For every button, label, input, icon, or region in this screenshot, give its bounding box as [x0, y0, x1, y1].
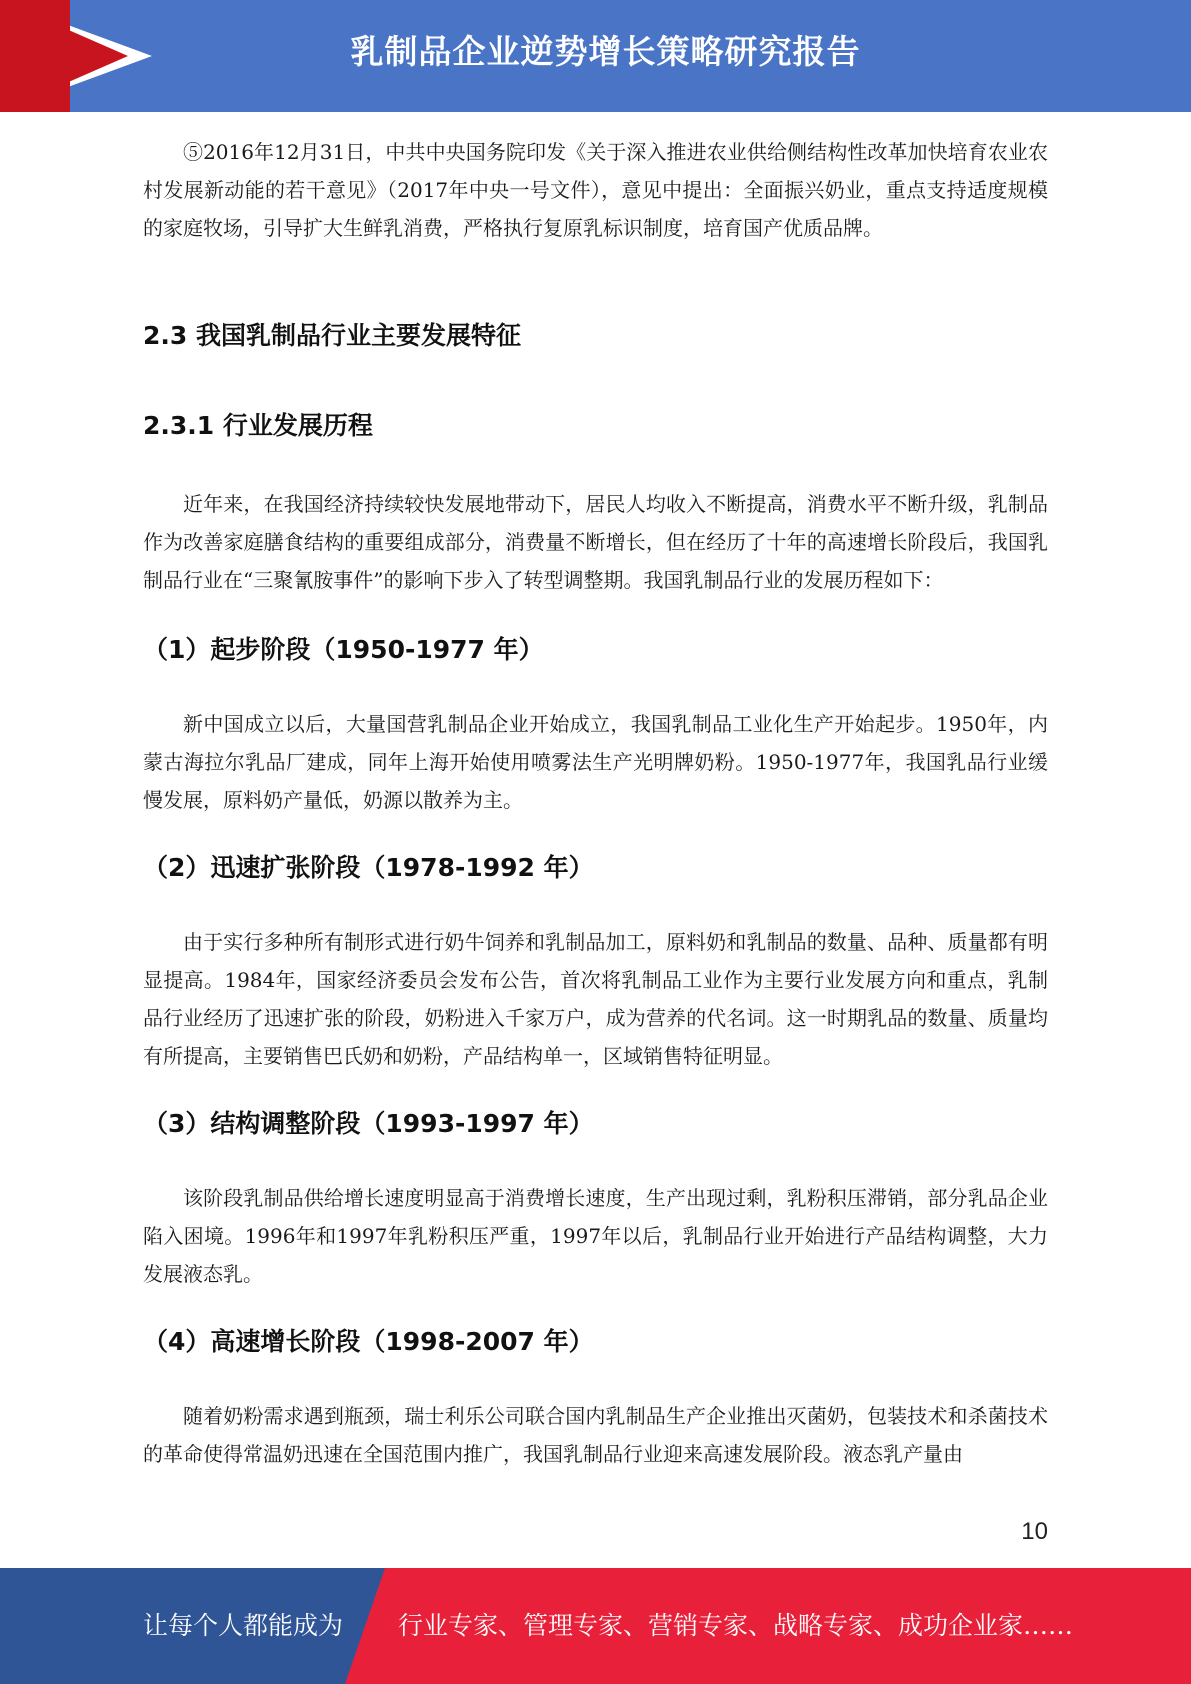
- page-content: [143, 131, 1048, 1473]
- page-header: [0, 0, 1191, 112]
- subsection-heading: 2.3.1 行业发展历程: [143, 411, 373, 440]
- section-heading: 2.3 我国乳制品行业主要发展特征: [143, 321, 521, 350]
- footer-slogan-right: 行业专家、管理专家、营销专家、战略专家、成功企业家……: [398, 1611, 1074, 1640]
- stage-heading-1: （1）起步阶段（1950-1977 年）: [143, 635, 544, 664]
- section-intro-paragraph: 近年来，在我国经济持续较快发展地带动下，居民人均收入不断提高，消费水平不断升级，乳制品作为改善家庭膳食结构的重要组成部分，消费量不断增长，但在经历了十年的高速增长阶段后，我国乳制品行业在“三聚氰胺事件”的影响下步入了转型调整期。我国乳制品行业的发展历程如下：: [143, 492, 1048, 592]
- stage-paragraph-3: 该阶段乳制品供给增长速度明显高于消费增长速度，生产出现过剩，乳粉积压滞销，部分乳品企业陷入困境。1996年和1997年乳粉积压严重，1997年以后，乳制品行业开始进行产品结构调整，大力发展液态乳。: [143, 1186, 1048, 1286]
- stage-paragraph-1: 新中国成立以后，大量国营乳制品企业开始成立，我国乳制品工业化生产开始起步。1950年，内蒙古海拉尔乳品厂建成，同年上海开始使用喷雾法生产光明牌奶粉。1950-1977年，我国乳品行业缓慢发展，原料奶产量低，奶源以散养为主。: [143, 712, 1048, 812]
- stage-heading-4: （4）高速增长阶段（1998-2007 年）: [143, 1327, 594, 1356]
- intro-paragraph: ⑤2016年12月31日，中共中央国务院印发《关于深入推进农业供给侧结构性改革加快培育农业农村发展新动能的若干意见》（2017年中央一号文件），意见中提出：全面振兴奶业，重点支持适度规模的家庭牧场，引导扩大生鲜乳消费，严格执行复原乳标识制度，培育国产优质品牌。: [143, 140, 1048, 240]
- footer-slogan-left: 让每个人都能成为: [143, 1611, 344, 1640]
- page-number: 10: [1021, 1518, 1048, 1545]
- stage-heading-3: （3）结构调整阶段（1993-1997 年）: [143, 1109, 594, 1138]
- page-footer: [0, 1568, 1191, 1684]
- stage-heading-2: （2）迅速扩张阶段（1978-1992 年）: [143, 853, 594, 882]
- stage-paragraph-4: 随着奶粉需求遇到瓶颈，瑞士利乐公司联合国内乳制品生产企业推出灭菌奶，包装技术和杀菌技术的革命使得常温奶迅速在全国范围内推广，我国乳制品行业迎来高速发展阶段。液态乳产量由: [143, 1404, 1048, 1466]
- report-title: 乳制品企业逆势增长策略研究报告: [350, 32, 861, 71]
- stage-paragraph-2: 由于实行多种所有制形式进行奶牛饲养和乳制品加工，原料奶和乳制品的数量、品种、质量都有明显提高。1984年，国家经济委员会发布公告，首次将乳制品工业作为主要行业发展方向和重点，乳制品行业经历了迅速扩张的阶段，奶粉进入千家万户，成为营养的代名词。这一时期乳品的数量、质量均有所提高，主要销售巴氏奶和奶粉，产品结构单一，区域销售特征明显。: [143, 930, 1048, 1068]
